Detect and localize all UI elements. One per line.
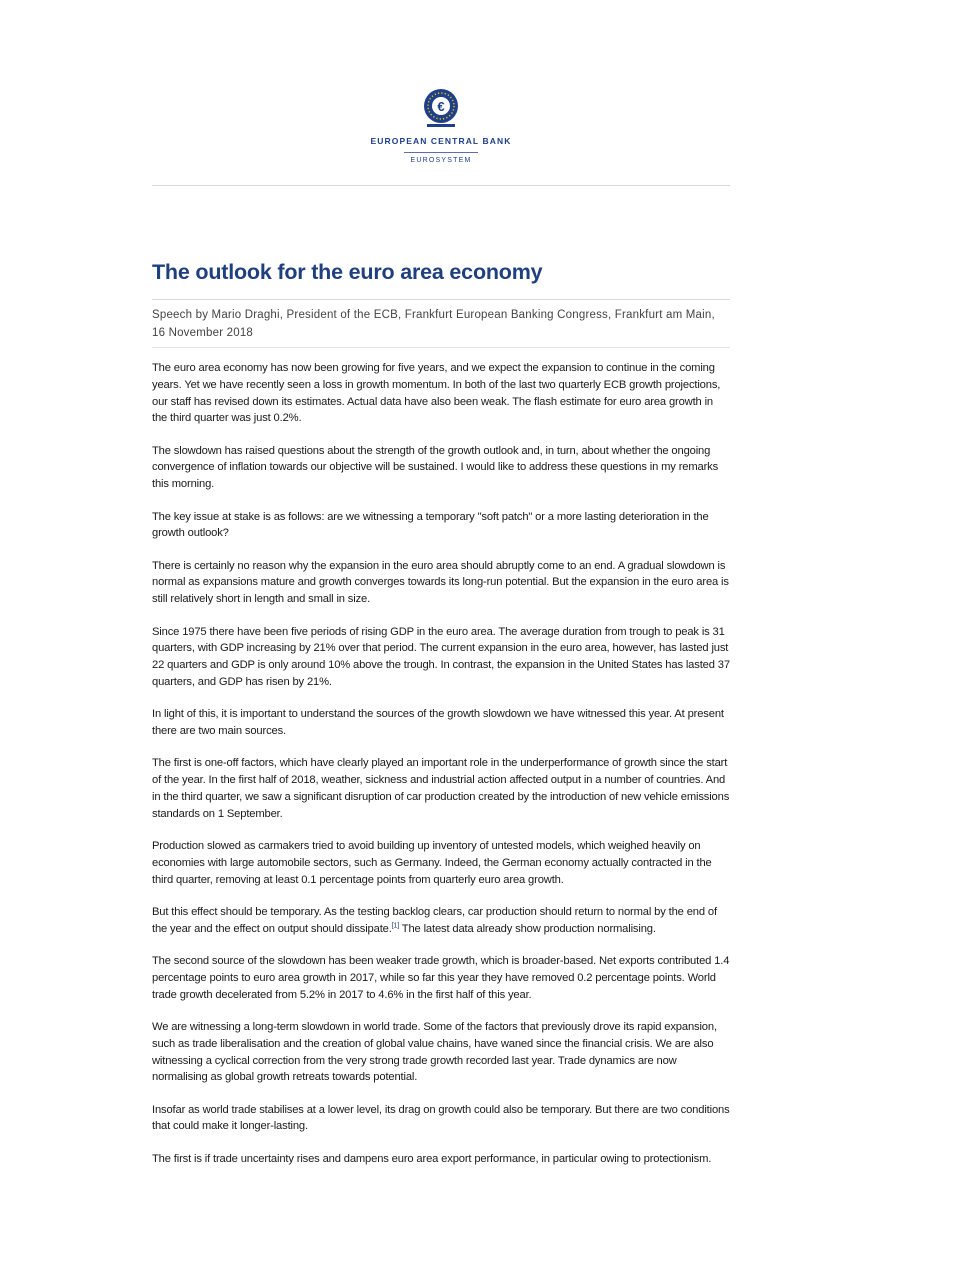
paragraph: We are witnessing a long-term slowdown in world trade. Some of the factors that previously drove its rapid expansion, such as trade liberalisation and the creation of global value chains, have waned since the financial crisis. We are also witnessing a cyclical correction from the very strong trade growth recorded last year. Trade dynamics are now normalising as global growth retreats towards potential. — [152, 1020, 717, 1084]
paragraph: The key issue at stake is as follows: are we witnessing a temporary "soft patch" or a more lasting deterioration in the growth outlook? — [152, 510, 709, 540]
logo-divider — [404, 152, 478, 153]
ecb-header — [152, 88, 730, 186]
footnote-link[interactable]: [1] — [391, 921, 400, 929]
eurosystem-label: EUROSYSTEM — [410, 157, 472, 164]
speech-body — [152, 360, 730, 1183]
header-divider — [152, 185, 730, 186]
subtitle-divider — [152, 347, 730, 348]
paragraph: Insofar as world trade stabilises at a lower level, its drag on growth could also be temporary. But there are two conditions that could make it longer-lasting. — [152, 1103, 730, 1133]
paragraph: The euro area economy has now been growing for five years, and we expect the expansion to continue in the coming years. Yet we have recently seen a loss in growth momentum. In both of the last two quarterly ECB growth projections, our staff has revised down its estimates. Actual data have also been weak. The flash estimate for euro area growth in the third quarter was just 0.2%. — [152, 362, 721, 425]
paragraph: The slowdown has raised questions about the strength of the growth outlook and, in turn, about whether the ongoing convergence of inflation towards our objective will be sustained. I would like to address these questions in my remarks this morning. — [152, 444, 719, 491]
paragraph: The second source of the slowdown has been weaker trade growth, which is broader-based. Net exports contributed 1.4 percentage points to euro area growth in 2017, while so far this year they have removed 0.2 percentage points. World trade growth decelerated from 5.2% in 2017 to 4.6% in the first half of this year. — [152, 955, 730, 1001]
title-divider — [152, 299, 730, 300]
paragraph-with-footnote — [152, 904, 730, 938]
paragraph-text: The latest data already show production normalising. — [399, 922, 656, 935]
page-title: The outlook for the euro area economy — [152, 260, 543, 284]
ecb-euro-logo-icon — [417, 88, 465, 130]
paragraph: In light of this, it is important to understand the sources of the growth slowdown we have witnessed this year. At present there are two main sources. — [152, 708, 724, 738]
paragraph-text: But this effect should be temporary. As the testing backlog clears, car production should return to normal by the end of the year and the effect on output should dissipate. — [152, 905, 717, 935]
bank-name: EUROPEAN CENTRAL BANK — [370, 136, 512, 146]
paragraph: Since 1975 there have been five periods of rising GDP in the euro area. The average duration from trough to peak is 31 quarters, with GDP increasing by 21% over that period. The current expansion in the euro area, however, has lasted just 22 quarters and GDP is only around 10% above the trough. In contrast, the expansion in the United States has lasted 37 quarters, and GDP has risen by 21%. — [152, 625, 730, 688]
paragraph: The first is one-off factors, which have clearly played an important role in the underperformance of growth since the start of the year. In the first half of 2018, weather, sickness and industrial action affected output in a number of countries. And in the third quarter, we saw a significant disruption of car production created by the introduction of new vehicle emissions standards on 1 September. — [152, 757, 730, 820]
paragraph: The first is if trade uncertainty rises and dampens euro area export performance, in particular owing to protectionism. — [152, 1152, 712, 1165]
euro-symbol: € — [437, 99, 445, 114]
speech-subtitle: Speech by Mario Draghi, President of the ECB, Frankfurt European Banking Congress, Frankfurt am Main, 16 November 2018 — [152, 309, 715, 339]
paragraph: Production slowed as carmakers tried to avoid building up inventory of untested models, which weighed heavily on economies with large automobile sectors, such as Germany. Indeed, the German economy actually contracted in the third quarter, removing at least 0.1 percentage points from quarterly euro area growth. — [152, 840, 712, 886]
paragraph: There is certainly no reason why the expansion in the euro area should abruptly come to an end. A gradual slowdown is normal as expansions mature and growth converges towards its long-run potential. But the expansion in the euro area is still relatively short in length and small in size. — [152, 559, 729, 606]
